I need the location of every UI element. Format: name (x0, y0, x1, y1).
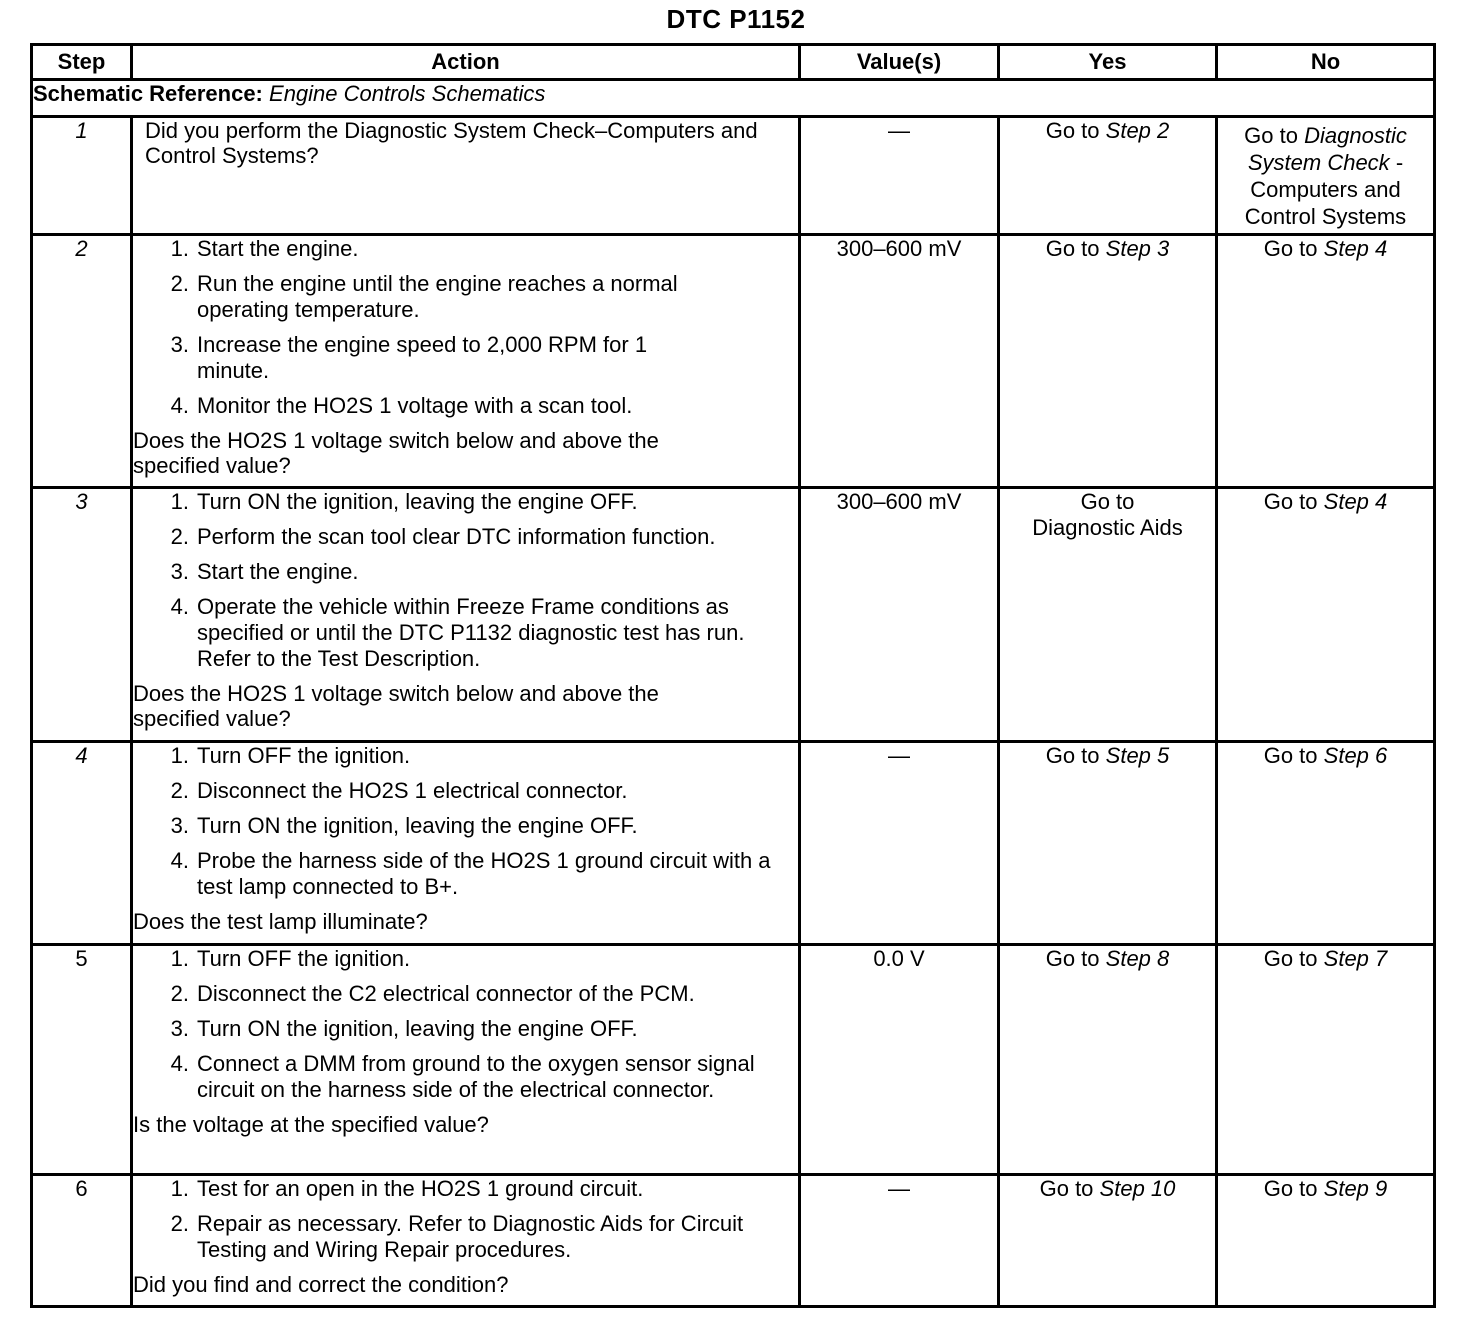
action-question: Does the test lamp illuminate? (133, 909, 428, 934)
action-step: 3. Turn ON the ignition, leaving the engine OFF. (170, 813, 638, 838)
action-cell (132, 945, 800, 1175)
header-row (32, 45, 1435, 80)
step-number: 5 (32, 945, 132, 1175)
value-cell: — (800, 742, 999, 945)
table-row (32, 235, 1435, 488)
action-steps (133, 743, 798, 900)
step-link: Step 7 (1323, 946, 1388, 971)
action-steps (133, 1176, 798, 1263)
action-cell (132, 1175, 800, 1307)
go-to-text: Go to (1045, 236, 1100, 261)
action-steps (133, 236, 798, 419)
yes-cell (999, 117, 1217, 235)
step-link: Step 9 (1323, 1176, 1388, 1201)
reference-rest: Computers and Control Systems (1244, 177, 1407, 229)
go-to-text: Go to (1244, 123, 1298, 148)
step-link: Step 8 (1105, 946, 1170, 971)
table-row (32, 1175, 1435, 1307)
action-step: 2. Disconnect the C2 electrical connector of the PCM. (170, 981, 695, 1006)
value-cell: 300–600 mV (800, 488, 999, 742)
table-row (32, 945, 1435, 1175)
action-step: 2. Disconnect the HO2S 1 electrical connector. (170, 778, 628, 803)
action-step: 4. Operate the vehicle within Freeze Frame conditions as specified or until the DTC P1132 diagnostic test has run. Refer to the Test Description. (170, 594, 745, 671)
step-number: 6 (32, 1175, 132, 1307)
yes-cell (999, 1175, 1217, 1307)
page-title: DTC P1152 (666, 4, 806, 34)
reference-link: Diagnostic (1304, 123, 1407, 148)
action-step: 1. Test for an open in the HO2S 1 ground circuit. (170, 1176, 644, 1201)
table-row (32, 117, 1435, 235)
diagnostic-table (30, 43, 1436, 1308)
no-cell (1217, 117, 1435, 235)
action-steps (133, 946, 798, 1103)
action-question: Is the voltage at the specified value? (133, 1112, 489, 1137)
go-to-text: Go to (1080, 489, 1135, 514)
diagnostic-aids-link: Diagnostic Aids (1032, 515, 1183, 540)
header-yes: Yes (999, 45, 1217, 80)
step-link: Step 10 (1099, 1176, 1176, 1201)
go-to-text: Go to (1045, 946, 1100, 971)
go-to-text: Go to (1039, 1176, 1094, 1201)
action-step: 1. Turn OFF the ignition. (170, 946, 411, 971)
action-question: Did you find and correct the condition? (133, 1272, 509, 1297)
go-to-text: Go to (1045, 118, 1100, 143)
action-step: 4. Connect a DMM from ground to the oxygen sensor signal circuit on the harness side of the electrical connector. (170, 1051, 755, 1102)
action-steps (133, 489, 798, 672)
action-cell (132, 235, 800, 488)
action-step: 1. Turn ON the ignition, leaving the engine OFF. (170, 489, 638, 514)
dash-text: - (1395, 150, 1404, 175)
step-link: Step 5 (1105, 743, 1170, 768)
no-cell (1217, 235, 1435, 488)
no-cell (1217, 488, 1435, 742)
action-step: 2. Repair as necessary. Refer to Diagnostic Aids for Circuit Testing and Wiring Repair procedures. (170, 1211, 744, 1262)
action-step: 4. Probe the harness side of the HO2S 1 ground circuit with a test lamp connected to B+. (170, 848, 771, 899)
schematic-row (32, 80, 1435, 117)
header-step: Step (32, 45, 132, 80)
step-number: 2 (32, 235, 132, 488)
action-question: Does the HO2S 1 voltage switch below and above the specified value? (133, 681, 659, 731)
step-number: 1 (32, 117, 132, 235)
action-question: Does the HO2S 1 voltage switch below and above the specified value? (133, 428, 659, 478)
step-link: Step 4 (1323, 236, 1388, 261)
action-step: 1. Turn OFF the ignition. (170, 743, 411, 768)
schematic-reference (32, 80, 1435, 117)
go-to-text: Go to (1263, 743, 1318, 768)
yes-cell (999, 488, 1217, 742)
yes-cell (999, 945, 1217, 1175)
step-number: 4 (32, 742, 132, 945)
go-to-text: Go to (1263, 946, 1318, 971)
go-to-text: Go to (1045, 743, 1100, 768)
no-cell (1217, 1175, 1435, 1307)
step-number: 3 (32, 488, 132, 742)
value-cell: — (800, 117, 999, 235)
action-question: Did you perform the Diagnostic System Check–Computers and Control Systems? (145, 118, 758, 168)
value-cell: 0.0 V (800, 945, 999, 1175)
action-step: 4. Monitor the HO2S 1 voltage with a scan tool. (170, 393, 633, 418)
go-to-text: Go to (1263, 489, 1318, 514)
header-values: Value(s) (800, 45, 999, 80)
yes-cell (999, 742, 1217, 945)
yes-cell (999, 235, 1217, 488)
header-no: No (1217, 45, 1435, 80)
value-cell: — (800, 1175, 999, 1307)
action-step: 3. Increase the engine speed to 2,000 RPM for 1 minute. (170, 332, 648, 383)
reference-link-cont: System Check (1247, 150, 1390, 175)
step-link: Step 3 (1105, 236, 1170, 261)
action-step: 2. Perform the scan tool clear DTC information function. (170, 524, 716, 549)
table-row (32, 742, 1435, 945)
action-step: 3. Start the engine. (170, 559, 359, 584)
step-link: Step 2 (1105, 118, 1170, 143)
schematic-label: Schematic Reference: (33, 81, 263, 106)
action-cell (132, 117, 800, 235)
table-row (32, 488, 1435, 742)
header-action: Action (132, 45, 800, 80)
action-step: 3. Turn ON the ignition, leaving the engine OFF. (170, 1016, 638, 1041)
value-cell: 300–600 mV (800, 235, 999, 488)
go-to-text: Go to (1263, 1176, 1318, 1201)
action-cell (132, 742, 800, 945)
step-link: Step 4 (1323, 489, 1388, 514)
no-cell (1217, 742, 1435, 945)
no-cell (1217, 945, 1435, 1175)
step-link: Step 6 (1323, 743, 1388, 768)
schematic-value: Engine Controls Schematics (269, 81, 546, 106)
action-step: 1. Start the engine. (170, 236, 359, 261)
action-cell (132, 488, 800, 742)
go-to-text: Go to (1263, 236, 1318, 261)
action-step: 2. Run the engine until the engine reaches a normal operating temperature. (170, 271, 678, 322)
